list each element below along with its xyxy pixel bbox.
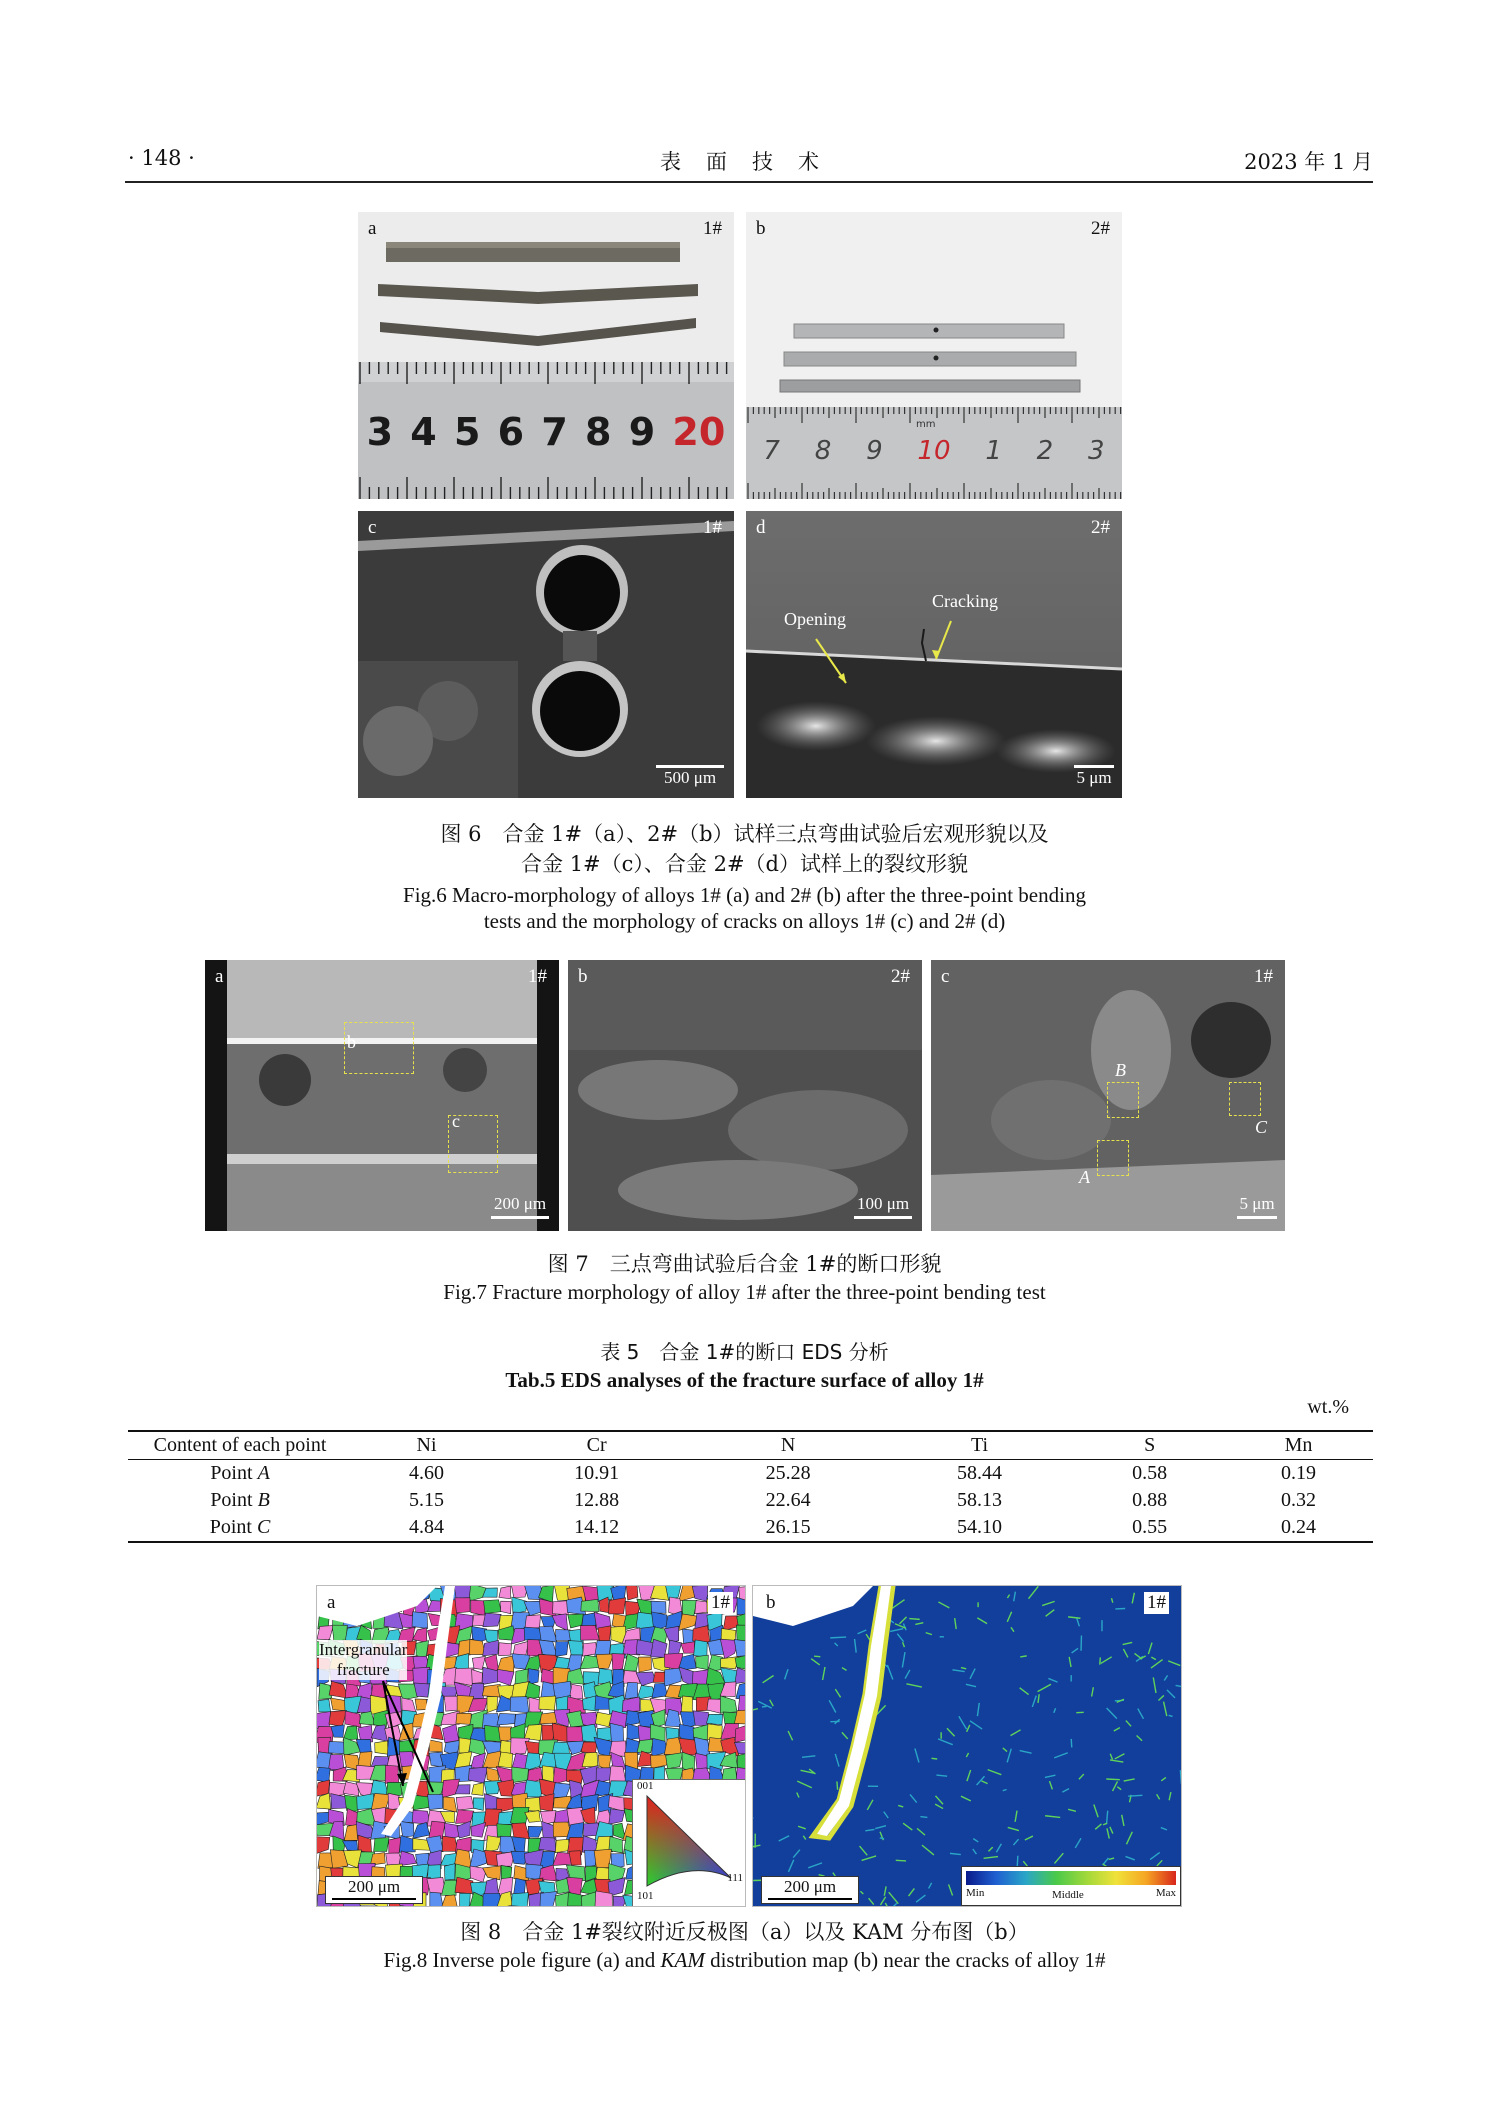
fig6-panel-c <box>358 511 734 798</box>
fig7-panel-b <box>568 960 922 1231</box>
table-cell: 5.15 <box>409 1489 445 1511</box>
table-cell: 25.28 <box>765 1462 811 1484</box>
fig7c-box-B <box>1107 1082 1139 1118</box>
kam-feature <box>880 1838 884 1839</box>
fig7c-box-C <box>1229 1082 1261 1116</box>
table-cell: 0.55 <box>1075 1514 1224 1542</box>
fig6-panel-b <box>746 212 1122 499</box>
ruler-number: 3 <box>1088 436 1105 466</box>
ruler-number: 5 <box>453 410 481 454</box>
fig6b-letter: b <box>756 218 766 239</box>
ruler-number-red: 10 <box>917 436 951 466</box>
fig6-caption-en-2: tests and the morphology of cracks on alloys 1# (c) and 2# (d) <box>483 909 1006 933</box>
fig6a-sample: 1# <box>703 218 722 239</box>
fig6-caption-cn-1: 图 6 合金 1#（a）、2#（b）试样三点弯曲试验后宏观形貌以及 <box>440 822 1049 846</box>
eds-table <box>128 1430 1373 1543</box>
kam-feature <box>920 1817 927 1818</box>
scale-bar-line <box>854 1216 912 1219</box>
table-row <box>128 1460 1373 1488</box>
kam-feature <box>762 1706 767 1707</box>
fig6d-letter: d <box>756 517 766 538</box>
scale-bar-line <box>332 1898 416 1900</box>
table-row <box>128 1514 1373 1542</box>
column-header: Content of each point <box>128 1431 352 1460</box>
fig8a-sample: 1# <box>708 1592 733 1614</box>
table-cell: 22.64 <box>765 1489 811 1511</box>
ruler-number-red: 20 <box>672 410 726 454</box>
fig7b-letter: b <box>578 966 588 987</box>
table-cell: 0.88 <box>1132 1489 1168 1511</box>
ruler-number: 8 <box>585 410 612 454</box>
fig6c-sem <box>358 511 734 798</box>
row-point: A <box>257 1462 270 1484</box>
kam-colorbar <box>966 1871 1176 1885</box>
ruler-number: 4 <box>410 410 437 454</box>
table-cell: 58.44 <box>956 1462 1002 1484</box>
fig7c-sample: 1# <box>1254 966 1273 987</box>
ruler-number: 7 <box>541 410 568 454</box>
annotation-line-2: fracture <box>336 1660 390 1679</box>
fig7a-box-b-label: b <box>347 1032 356 1052</box>
table-cell: 54.10 <box>884 1514 1075 1542</box>
fig8b-sample: 1# <box>1144 1592 1169 1614</box>
fig7-panel-a <box>205 960 559 1231</box>
scale-bar-label: 5 μm <box>1076 768 1112 787</box>
ipf-label-111: 111 <box>727 1872 743 1884</box>
row-label-text: Point <box>210 1462 258 1484</box>
fig7-caption-cn: 图 7 三点弯曲试验后合金 1#的断口形貌 <box>547 1252 942 1276</box>
row-point: C <box>257 1516 271 1538</box>
fig8b-scale-bar <box>761 1876 859 1904</box>
fig8-panel-b <box>752 1585 1182 1907</box>
kam-feature <box>896 1860 906 1861</box>
issue-date: 2023 年 1 月 <box>1244 150 1373 174</box>
scale-bar-line <box>491 1216 549 1219</box>
scale-bar-line <box>1237 1216 1277 1219</box>
fig6d-scale-bar <box>1074 763 1114 788</box>
fig8-caption-cn: 图 8 合金 1#裂纹附近反极图（a）以及 KAM 分布图（b） <box>460 1920 1029 1944</box>
kam-feature <box>909 1619 919 1620</box>
caption-part: Fig.8 Inverse pole figure (a) and <box>383 1948 661 1972</box>
fig7b-scale-bar <box>854 1194 912 1219</box>
fig7a-scale-bar <box>491 1194 549 1219</box>
table5-unit: wt.% <box>1307 1396 1349 1418</box>
kam-min-label: Min <box>966 1887 985 1899</box>
fig6b-sample: 2# <box>1091 218 1110 239</box>
caption-part: distribution map (b) near the cracks of alloy 1# <box>704 1948 1106 1972</box>
fig6c-scale-bar <box>656 763 724 788</box>
fig7c-letter: c <box>941 966 950 987</box>
fig6d-sample: 2# <box>1091 517 1110 538</box>
row-label-text: Point <box>210 1489 258 1511</box>
fig7-caption-en: Fig.7 Fracture morphology of alloy 1# after the three-point bending test <box>443 1280 1046 1304</box>
fig6a-ruler-numbers <box>358 410 734 460</box>
table-cell: 26.15 <box>692 1514 883 1542</box>
header-rule <box>125 181 1373 183</box>
annotation-line-1: Intergranular <box>319 1640 408 1659</box>
fig7b-sem <box>568 960 922 1231</box>
page-number: · 148 · <box>128 146 195 170</box>
kam-feature <box>1128 1795 1142 1796</box>
ruler-number: 8 <box>814 436 832 466</box>
fig6a-letter: a <box>368 218 377 239</box>
fig8b-letter: b <box>763 1592 779 1614</box>
column-header: Cr <box>501 1431 692 1460</box>
table-cell: 0.19 <box>1281 1462 1317 1484</box>
table-cell: 0.58 <box>1132 1462 1168 1484</box>
caption-kam: KAM <box>660 1948 705 1972</box>
table-header-row <box>128 1431 1373 1460</box>
row-label <box>128 1514 352 1542</box>
column-header: N <box>692 1431 883 1460</box>
fig7a-letter: a <box>215 966 224 987</box>
fig7b-sample: 2# <box>891 966 910 987</box>
column-header: Ni <box>352 1431 501 1460</box>
fig7a-sem <box>205 960 559 1231</box>
fig8a-scale-bar <box>325 1876 423 1904</box>
table-cell: 58.13 <box>956 1489 1002 1511</box>
table-cell: 0.32 <box>1281 1489 1317 1511</box>
fig7c-box-A <box>1097 1140 1129 1176</box>
kam-feature <box>814 1656 820 1657</box>
table-cell: 4.60 <box>409 1462 445 1484</box>
table-cell: 4.84 <box>352 1514 501 1542</box>
scale-bar-line <box>768 1898 852 1900</box>
scale-bar-label: 200 μm <box>783 1877 837 1896</box>
scale-bar-label: 200 μm <box>347 1877 401 1896</box>
kam-feature <box>1100 1657 1101 1664</box>
fig7c-box-C-label: C <box>1255 1117 1268 1137</box>
kam-feature <box>837 1781 838 1789</box>
row-label <box>128 1487 352 1514</box>
fig6-caption-en-1: Fig.6 Macro-morphology of alloys 1# (a) and 2# (b) after the three-point bending <box>403 883 1086 907</box>
column-header: Mn <box>1224 1431 1373 1460</box>
fig6c-letter: c <box>368 517 377 538</box>
fig7c-scale-bar <box>1237 1194 1277 1219</box>
kam-feature <box>1106 1779 1120 1780</box>
fig8b-kam-map <box>753 1586 1181 1906</box>
fig6d-annotation-opening: Opening <box>784 609 846 629</box>
fig7c-box-B-label: B <box>1115 1060 1126 1080</box>
fig7a-sample: 1# <box>528 966 547 987</box>
fig6b-ruler-numbers <box>746 436 1122 466</box>
scale-bar-label: 100 μm <box>856 1194 910 1213</box>
table-cell: 14.12 <box>501 1514 692 1542</box>
kam-feature <box>830 1637 846 1638</box>
fig6-panel-a <box>358 212 734 499</box>
table5-title-cn: 表 5 合金 1#的断口 EDS 分析 <box>600 1340 889 1364</box>
table-cell: 0.24 <box>1224 1514 1373 1542</box>
ipf-legend <box>632 1779 746 1907</box>
scale-bar-label: 500 μm <box>663 768 717 787</box>
fig7a-box-c-label: c <box>452 1111 460 1131</box>
row-point: B <box>257 1489 270 1511</box>
kam-feature <box>931 1758 937 1759</box>
fig6c-sample: 1# <box>703 517 722 538</box>
table-cell: 10.91 <box>574 1462 620 1484</box>
ruler-number: 6 <box>497 410 525 454</box>
kam-middle-label: Middle <box>1052 1889 1084 1901</box>
ruler-number: 1 <box>985 436 1002 466</box>
table-cell: 12.88 <box>574 1489 620 1511</box>
fig8-caption-en <box>0 1946 1489 1974</box>
fig7c-box-A-label: A <box>1079 1167 1090 1187</box>
ruler-number: 9 <box>866 436 883 466</box>
ipf-triangle <box>633 1780 745 1906</box>
fig6-panel-d <box>746 511 1122 798</box>
scale-bar-label: 5 μm <box>1239 1194 1275 1213</box>
row-label-text: Point <box>209 1516 257 1538</box>
ruler-number: 9 <box>628 410 656 454</box>
journal-title: 表 面 技 术 <box>660 150 821 174</box>
fig8a-letter: a <box>327 1592 336 1613</box>
table-row <box>128 1487 1373 1514</box>
row-label <box>128 1460 352 1488</box>
ruler-number: 7 <box>763 436 780 466</box>
table5-title-en: Tab.5 EDS analyses of the fracture surface of alloy 1# <box>505 1368 984 1392</box>
kam-max-label: Max <box>1155 1887 1176 1899</box>
fig6-caption-cn-2: 合金 1#（c）、合金 2#（d）试样上的裂纹形貌 <box>521 852 968 876</box>
kam-feature <box>1071 1739 1072 1748</box>
ruler-number: 2 <box>1036 436 1054 466</box>
scale-bar-label: 200 μm <box>493 1194 547 1213</box>
ruler-number: 3 <box>366 410 394 454</box>
fig6b-ruler-unit: mm <box>916 419 936 430</box>
kam-legend <box>961 1866 1181 1906</box>
fig6d-annotation-cracking: Cracking <box>932 591 998 611</box>
ipf-label-101: 101 <box>637 1890 654 1902</box>
fig6d-sem <box>746 511 1122 798</box>
fig7-panel-c <box>931 960 1285 1231</box>
fig8-panel-a <box>316 1585 746 1907</box>
column-header: S <box>1075 1431 1224 1460</box>
kam-background <box>753 1586 1181 1906</box>
ipf-label-001: 001 <box>637 1780 654 1792</box>
column-header: Ti <box>884 1431 1075 1460</box>
